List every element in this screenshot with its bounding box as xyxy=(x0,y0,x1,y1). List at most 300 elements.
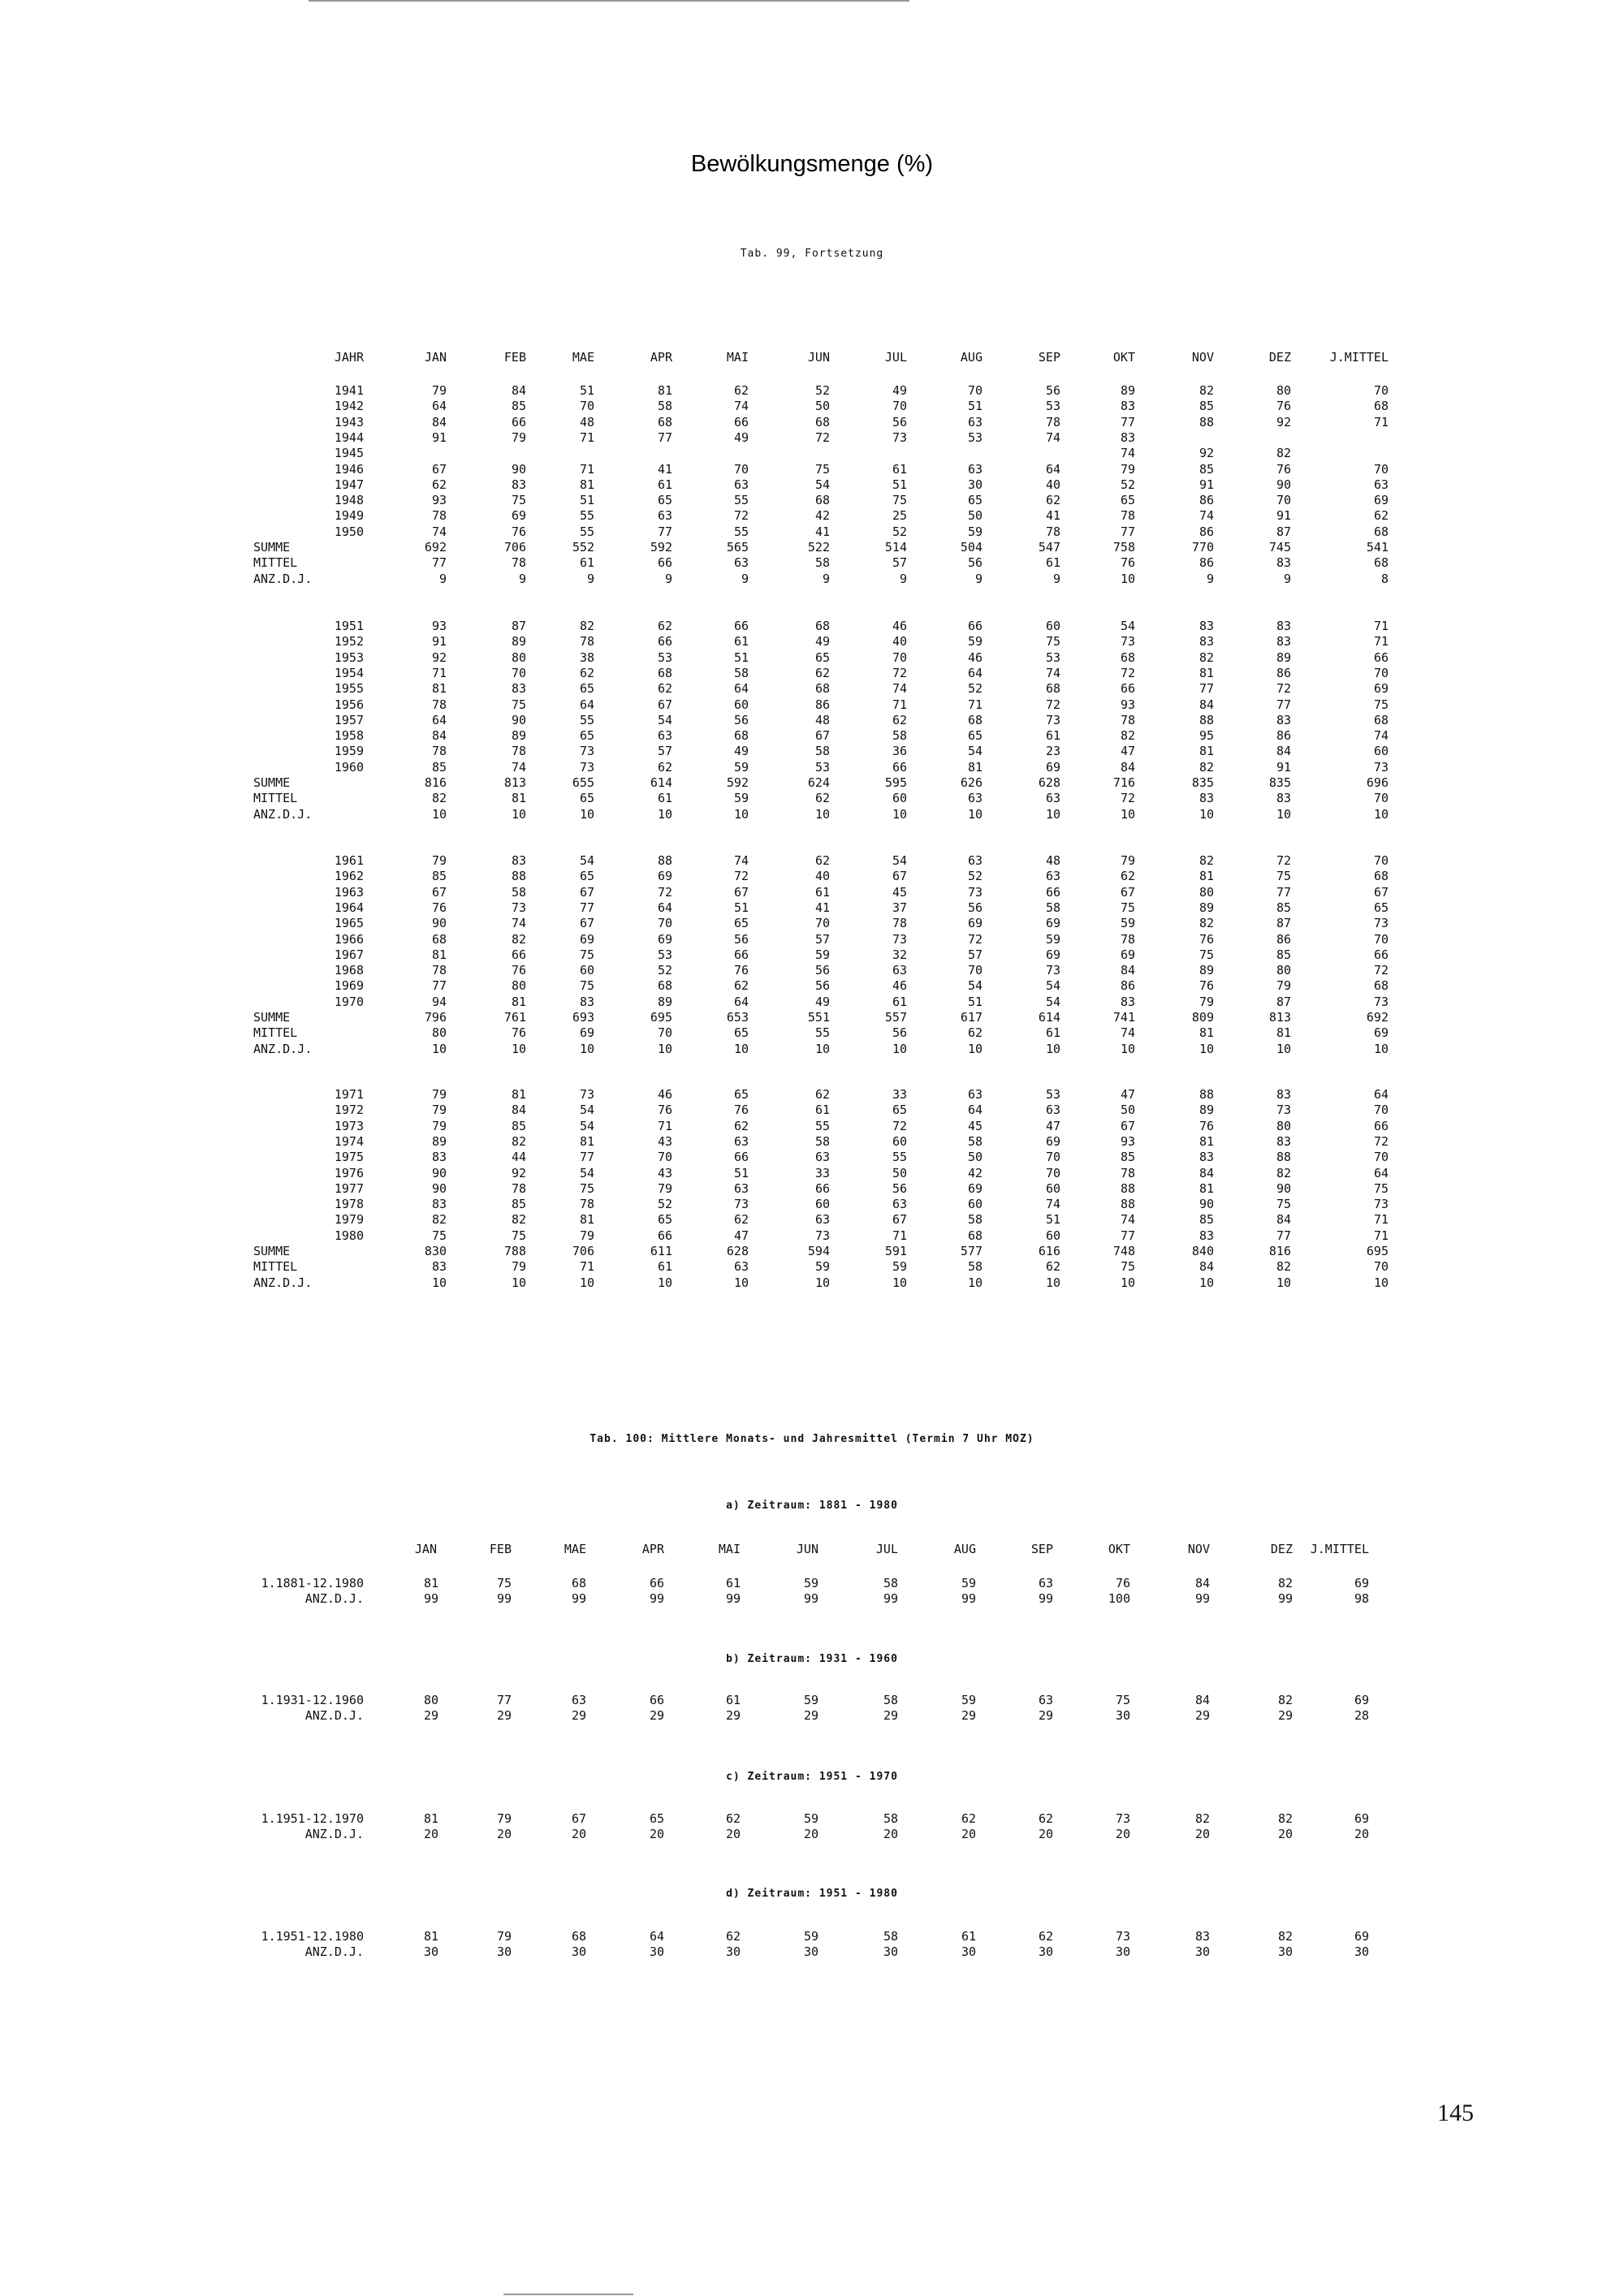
table-cell: 552 xyxy=(572,540,594,555)
table-cell: 99 xyxy=(883,1591,898,1606)
table-cell: 72 xyxy=(892,665,907,680)
table-row xyxy=(0,665,1624,681)
period-title: d) Zeitraum: 1951 - 1980 xyxy=(726,1888,898,1900)
table-cell: 73 xyxy=(1115,1929,1130,1944)
table-cell: 1968 xyxy=(334,963,364,978)
table-cell: 56 xyxy=(967,900,983,915)
table-cell: 76 xyxy=(1115,1576,1130,1590)
table-cell: 61 xyxy=(725,1576,741,1590)
table-cell: 57 xyxy=(967,947,983,962)
table-cell: 23 xyxy=(1045,744,1060,759)
table-cell: 40 xyxy=(1045,477,1060,492)
table-cell: 84 xyxy=(511,1103,526,1118)
table-cell: 54 xyxy=(579,853,594,868)
table-cell: 81 xyxy=(1199,1180,1214,1196)
table-cell: 52 xyxy=(657,1197,672,1212)
table-cell: 66 xyxy=(657,555,672,571)
table-cell: 10 xyxy=(1373,806,1389,822)
table-cell: 85 xyxy=(511,1118,526,1133)
table-cell: 99 xyxy=(961,1591,976,1606)
table-cell: 10 xyxy=(511,1041,526,1056)
table-cell: 75 xyxy=(1120,1259,1135,1275)
period-title: b) Zeitraum: 1931 - 1960 xyxy=(726,1653,898,1665)
table-cell: 59 xyxy=(1120,916,1135,931)
table-cell: 87 xyxy=(511,619,526,633)
table-row xyxy=(0,852,1624,869)
table-row xyxy=(0,461,1624,477)
table-cell: 9 xyxy=(586,571,594,586)
column-header: JAHR xyxy=(334,350,364,365)
table-cell: 63 xyxy=(733,1180,749,1196)
table-cell: 76 xyxy=(511,963,526,978)
table-cell: 88 xyxy=(1276,1150,1291,1165)
table-cell: 655 xyxy=(572,775,594,790)
table-cell: 73 xyxy=(892,429,907,445)
table-cell: 69 xyxy=(1120,947,1135,962)
table-cell: 72 xyxy=(1120,791,1135,806)
table-cell: 67 xyxy=(579,884,594,900)
table-cell: 1966 xyxy=(334,931,364,947)
table-cell: 47 xyxy=(1120,744,1135,759)
table-cell: 51 xyxy=(967,994,983,1009)
table-cell: 10 xyxy=(1199,1275,1214,1290)
table-cell: 30 xyxy=(649,1944,664,1959)
table-cell: 62 xyxy=(892,712,907,727)
table-cell: 43 xyxy=(657,1165,672,1180)
table-cell: 591 xyxy=(884,1244,907,1258)
table-cell: 541 xyxy=(1366,540,1389,555)
table-cell: 70 xyxy=(657,1025,672,1041)
table-cell: 1942 xyxy=(334,399,364,414)
table-cell: 59 xyxy=(961,1693,976,1707)
table-cell: 66 xyxy=(733,947,749,962)
table-cell: 78 xyxy=(511,1180,526,1196)
table-cell: 28 xyxy=(1354,1708,1369,1723)
table-cell: 1979 xyxy=(334,1212,364,1228)
table-cell: 83 xyxy=(1120,429,1135,445)
table-cell: 20 xyxy=(725,1827,741,1841)
scan-edge-top xyxy=(309,0,909,2)
table-cell: 83 xyxy=(1199,634,1214,650)
table-cell: 70 xyxy=(967,383,983,398)
table-cell: 99 xyxy=(571,1591,586,1606)
table-cell: 20 xyxy=(1038,1827,1053,1841)
table-cell: 66 xyxy=(1373,650,1389,665)
table-cell: 68 xyxy=(1373,399,1389,414)
table-cell: 75 xyxy=(579,1180,594,1196)
table-cell: 86 xyxy=(1276,665,1291,680)
page-number: 145 xyxy=(1437,2100,1474,2126)
table-cell: 79 xyxy=(511,429,526,445)
table-cell: 77 xyxy=(657,524,672,539)
table-row xyxy=(0,1165,1624,1181)
table-cell: 73 xyxy=(1115,1811,1130,1826)
table-cell: 628 xyxy=(1038,775,1060,790)
table-cell: 616 xyxy=(1038,1244,1060,1258)
table-cell: 69 xyxy=(1373,1025,1389,1041)
table-cell: 71 xyxy=(657,1118,672,1133)
table-cell: 68 xyxy=(657,414,672,429)
table-cell: 73 xyxy=(892,931,907,947)
table-cell: 77 xyxy=(579,900,594,915)
table-cell: 67 xyxy=(892,869,907,884)
table-cell: 89 xyxy=(1276,650,1291,665)
table-cell: 65 xyxy=(733,916,749,931)
table-cell: 73 xyxy=(1373,994,1389,1009)
table-cell: 60 xyxy=(892,1133,907,1149)
table-cell: 65 xyxy=(579,681,594,697)
table-cell: 835 xyxy=(1268,775,1291,790)
table-cell: 77 xyxy=(496,1693,512,1707)
table-cell: 54 xyxy=(1045,978,1060,994)
table-cell: 51 xyxy=(1045,1212,1060,1228)
table-cell: 38 xyxy=(579,650,594,665)
table-cell: 1975 xyxy=(334,1150,364,1165)
table-cell: 1.1951-12.1970 xyxy=(261,1811,364,1826)
table-row xyxy=(0,884,1624,900)
table-cell: 20 xyxy=(961,1827,976,1841)
table-row xyxy=(0,492,1624,508)
table-cell: 73 xyxy=(579,1087,594,1102)
table-cell: 91 xyxy=(1276,508,1291,524)
table-cell: 55 xyxy=(579,524,594,539)
table-cell: 56 xyxy=(733,712,749,727)
table-cell: 73 xyxy=(814,1228,830,1243)
table-cell: 30 xyxy=(961,1944,976,1959)
table-cell: 70 xyxy=(1373,1150,1389,1165)
table-cell: 29 xyxy=(1194,1708,1210,1723)
table-cell: 626 xyxy=(960,775,983,790)
table-cell: 10 xyxy=(657,1041,672,1056)
table-cell: 73 xyxy=(1373,916,1389,931)
table-row xyxy=(0,1180,1624,1197)
table-cell: 58 xyxy=(967,1259,983,1275)
table-cell: 86 xyxy=(814,697,830,712)
table-cell: 29 xyxy=(961,1708,976,1723)
table-cell: 1944 xyxy=(334,429,364,445)
table-cell: 80 xyxy=(511,650,526,665)
table-cell: 514 xyxy=(884,540,907,555)
table-cell: 52 xyxy=(892,524,907,539)
summary-row xyxy=(0,790,1624,806)
table-cell: 69 xyxy=(1354,1929,1369,1944)
table-cell: 80 xyxy=(423,1693,438,1707)
table-cell: 85 xyxy=(1120,1150,1135,1165)
table-cell: 69 xyxy=(657,869,672,884)
table-cell: 68 xyxy=(814,619,830,633)
table-cell: 1962 xyxy=(334,869,364,884)
table-row xyxy=(0,962,1624,978)
table-cell: 70 xyxy=(1373,383,1389,398)
table-cell: 10 xyxy=(1199,806,1214,822)
period-title: c) Zeitraum: 1951 - 1970 xyxy=(726,1771,898,1783)
table-cell: 617 xyxy=(960,1010,983,1025)
table-cell: 10 xyxy=(657,806,672,822)
table-cell: 70 xyxy=(1373,1259,1389,1275)
table-row xyxy=(0,868,1624,884)
table-cell: 628 xyxy=(726,1244,749,1258)
column-header: APR xyxy=(641,1542,664,1556)
table-cell: 1948 xyxy=(334,493,364,508)
table-row xyxy=(0,507,1624,524)
column-header: DEZ xyxy=(1270,1542,1293,1556)
table-cell: ANZ.D.J. xyxy=(304,1591,364,1606)
table-cell: 32 xyxy=(892,947,907,962)
table-cell: 48 xyxy=(814,712,830,727)
table-cell: 61 xyxy=(657,477,672,492)
table-cell: 70 xyxy=(814,916,830,931)
table-cell: 75 xyxy=(511,1228,526,1243)
table-cell: 78 xyxy=(1120,931,1135,947)
table-cell: 81 xyxy=(431,681,447,697)
table-cell: 63 xyxy=(657,508,672,524)
table-cell: 10 xyxy=(1276,1041,1291,1056)
table-cell: 10 xyxy=(431,1041,447,1056)
table-row xyxy=(0,445,1624,461)
table-cell: 68 xyxy=(431,931,447,947)
table-row xyxy=(0,947,1624,963)
table-cell: 59 xyxy=(967,634,983,650)
table-cell: 89 xyxy=(511,634,526,650)
table-cell: 63 xyxy=(814,1212,830,1228)
table-cell: 58 xyxy=(883,1693,898,1707)
table-cell: 61 xyxy=(657,791,672,806)
table-cell: 29 xyxy=(1277,1708,1293,1723)
table-cell: 99 xyxy=(649,1591,664,1606)
table-cell: 52 xyxy=(814,383,830,398)
table-cell: 43 xyxy=(657,1133,672,1149)
table-cell: 41 xyxy=(657,461,672,477)
table-cell: 82 xyxy=(511,1212,526,1228)
table-cell: 82 xyxy=(1120,728,1135,744)
table-row xyxy=(0,1133,1624,1150)
table-cell: 557 xyxy=(884,1010,907,1025)
table-cell: 90 xyxy=(1199,1197,1214,1212)
table-cell: 74 xyxy=(1045,429,1060,445)
table-cell: SUMME xyxy=(253,775,291,790)
table-cell: 9 xyxy=(822,571,830,586)
table-cell: 30 xyxy=(803,1944,818,1959)
table-cell: 99 xyxy=(1038,1591,1053,1606)
table-row xyxy=(0,680,1624,697)
table-cell: 68 xyxy=(657,978,672,994)
table-cell: 614 xyxy=(1038,1010,1060,1025)
table-99-header xyxy=(0,349,1624,365)
table-cell: MITTEL xyxy=(253,791,298,806)
table-cell: 57 xyxy=(657,744,672,759)
table-cell: 76 xyxy=(733,963,749,978)
table-cell: 10 xyxy=(733,1041,749,1056)
table-cell: 83 xyxy=(431,1197,447,1212)
table-cell: 60 xyxy=(892,791,907,806)
column-header: MAE xyxy=(572,350,594,365)
table-cell: 30 xyxy=(1038,1944,1053,1959)
table-cell: ANZ.D.J. xyxy=(253,806,313,822)
table-cell: 56 xyxy=(892,1025,907,1041)
table-cell: 77 xyxy=(1120,524,1135,539)
table-cell: 10 xyxy=(657,1275,672,1290)
table-cell: 67 xyxy=(733,884,749,900)
table-cell: 59 xyxy=(733,791,749,806)
table-cell: 62 xyxy=(1038,1811,1053,1826)
table-cell: 91 xyxy=(431,634,447,650)
table-cell: 50 xyxy=(967,508,983,524)
table-cell: 1959 xyxy=(334,744,364,759)
column-header: OKT xyxy=(1112,350,1135,365)
table-cell: 63 xyxy=(733,1133,749,1149)
table-cell: 66 xyxy=(967,619,983,633)
table-cell: 68 xyxy=(967,712,983,727)
table-cell: 70 xyxy=(1045,1165,1060,1180)
table-cell: 696 xyxy=(1366,775,1389,790)
table-cell: 840 xyxy=(1191,1244,1214,1258)
table-cell: 83 xyxy=(431,1150,447,1165)
table-cell: 745 xyxy=(1268,540,1291,555)
table-cell: 75 xyxy=(1276,869,1291,884)
table-cell: 64 xyxy=(579,697,594,712)
table-cell: 75 xyxy=(1199,947,1214,962)
table-cell: 54 xyxy=(967,744,983,759)
table-cell: 78 xyxy=(892,916,907,931)
table-cell: 1969 xyxy=(334,978,364,994)
table-cell: 47 xyxy=(733,1228,749,1243)
table-cell: 1941 xyxy=(334,383,364,398)
table-cell: 83 xyxy=(511,853,526,868)
table-cell: 29 xyxy=(423,1708,438,1723)
table-cell: 61 xyxy=(814,884,830,900)
table-cell: 29 xyxy=(496,1708,512,1723)
table-cell: 56 xyxy=(892,414,907,429)
table-cell: 30 xyxy=(1354,1944,1369,1959)
table-cell: 64 xyxy=(733,994,749,1009)
table-cell: 65 xyxy=(892,1103,907,1118)
table-cell: 82 xyxy=(1276,1165,1291,1180)
summary-row xyxy=(0,539,1624,555)
table-cell: 62 xyxy=(814,665,830,680)
table-row xyxy=(0,1102,1624,1118)
column-header: APR xyxy=(650,350,672,365)
table-row xyxy=(0,1228,1624,1244)
table-cell: 60 xyxy=(967,1197,983,1212)
table-row xyxy=(0,650,1624,666)
table-cell: 76 xyxy=(1276,399,1291,414)
table-row xyxy=(0,382,1624,399)
table-cell: 10 xyxy=(1120,806,1135,822)
table-cell: 748 xyxy=(1112,1244,1135,1258)
table-cell: 1.1881-12.1980 xyxy=(261,1576,364,1590)
table-cell: 65 xyxy=(579,728,594,744)
table-cell: 48 xyxy=(579,414,594,429)
table-cell: ANZ.D.J. xyxy=(304,1708,364,1723)
period-row xyxy=(0,1590,1624,1607)
table-cell: 29 xyxy=(649,1708,664,1723)
scan-edge-bottom xyxy=(503,2294,633,2295)
table-cell: 64 xyxy=(733,681,749,697)
table-cell: ANZ.D.J. xyxy=(304,1827,364,1841)
table-cell: 29 xyxy=(883,1708,898,1723)
table-cell: 91 xyxy=(1199,477,1214,492)
table-cell: 54 xyxy=(892,853,907,868)
table-cell: 83 xyxy=(1276,555,1291,571)
table-cell: 66 xyxy=(1373,947,1389,962)
table-cell: 64 xyxy=(649,1929,664,1944)
table-cell: 41 xyxy=(814,900,830,915)
table-cell: 10 xyxy=(579,1275,594,1290)
table-cell: 49 xyxy=(892,383,907,398)
table-cell: 81 xyxy=(1199,744,1214,759)
table-cell: 89 xyxy=(1199,900,1214,915)
table-cell: 1943 xyxy=(334,414,364,429)
table-cell: 79 xyxy=(1120,853,1135,868)
table-cell: 51 xyxy=(733,650,749,665)
table-cell: 1956 xyxy=(334,697,364,712)
table-cell: 813 xyxy=(1268,1010,1291,1025)
table-cell: 82 xyxy=(511,931,526,947)
table-cell: 71 xyxy=(967,697,983,712)
table-cell: 75 xyxy=(431,1228,447,1243)
table-cell: 9 xyxy=(664,571,672,586)
table-cell: 66 xyxy=(892,759,907,775)
table-cell: 71 xyxy=(892,697,907,712)
table-cell: 86 xyxy=(1120,978,1135,994)
table-cell: 1963 xyxy=(334,884,364,900)
period-title: a) Zeitraum: 1881 - 1980 xyxy=(726,1500,898,1512)
table-cell: 49 xyxy=(814,634,830,650)
table-cell: 693 xyxy=(572,1010,594,1025)
table-cell: 93 xyxy=(1120,1133,1135,1149)
table-cell: ANZ.D.J. xyxy=(253,1275,313,1290)
column-header: SEP xyxy=(1038,350,1060,365)
table-cell: 71 xyxy=(1373,1228,1389,1243)
table-cell: 73 xyxy=(511,900,526,915)
table-cell: 81 xyxy=(579,1212,594,1228)
table-cell: 70 xyxy=(657,916,672,931)
table-cell: 72 xyxy=(1373,963,1389,978)
table-cell: 74 xyxy=(431,524,447,539)
table-row xyxy=(0,712,1624,728)
table-cell: 79 xyxy=(1276,978,1291,994)
table-cell: 79 xyxy=(1199,994,1214,1009)
table-cell: 71 xyxy=(1373,619,1389,633)
table-cell: 66 xyxy=(657,634,672,650)
table-cell: 41 xyxy=(1045,508,1060,524)
table-cell: 63 xyxy=(892,1197,907,1212)
table-cell: 30 xyxy=(1277,1944,1293,1959)
table-cell: 58 xyxy=(511,884,526,900)
table-cell: 70 xyxy=(892,650,907,665)
column-header: JUN xyxy=(807,350,830,365)
table-cell: 46 xyxy=(892,978,907,994)
table-cell: 67 xyxy=(1120,884,1135,900)
table-cell: 75 xyxy=(511,697,526,712)
table-cell: 816 xyxy=(424,775,447,790)
table-cell: 72 xyxy=(1276,681,1291,697)
table-cell: 1.1931-12.1960 xyxy=(261,1693,364,1707)
table-cell: 83 xyxy=(1194,1929,1210,1944)
table-cell: 30 xyxy=(1194,1944,1210,1959)
table-cell: 82 xyxy=(1276,1259,1291,1275)
table-cell: 10 xyxy=(431,806,447,822)
table-cell: 71 xyxy=(892,1228,907,1243)
table-cell: 816 xyxy=(1268,1244,1291,1258)
table-cell: 66 xyxy=(649,1693,664,1707)
table-cell: 51 xyxy=(579,493,594,508)
table-row xyxy=(0,697,1624,713)
table-cell: 551 xyxy=(807,1010,830,1025)
table-cell: 83 xyxy=(1120,994,1135,1009)
summary-row xyxy=(0,775,1624,791)
table-cell: 74 xyxy=(511,916,526,931)
